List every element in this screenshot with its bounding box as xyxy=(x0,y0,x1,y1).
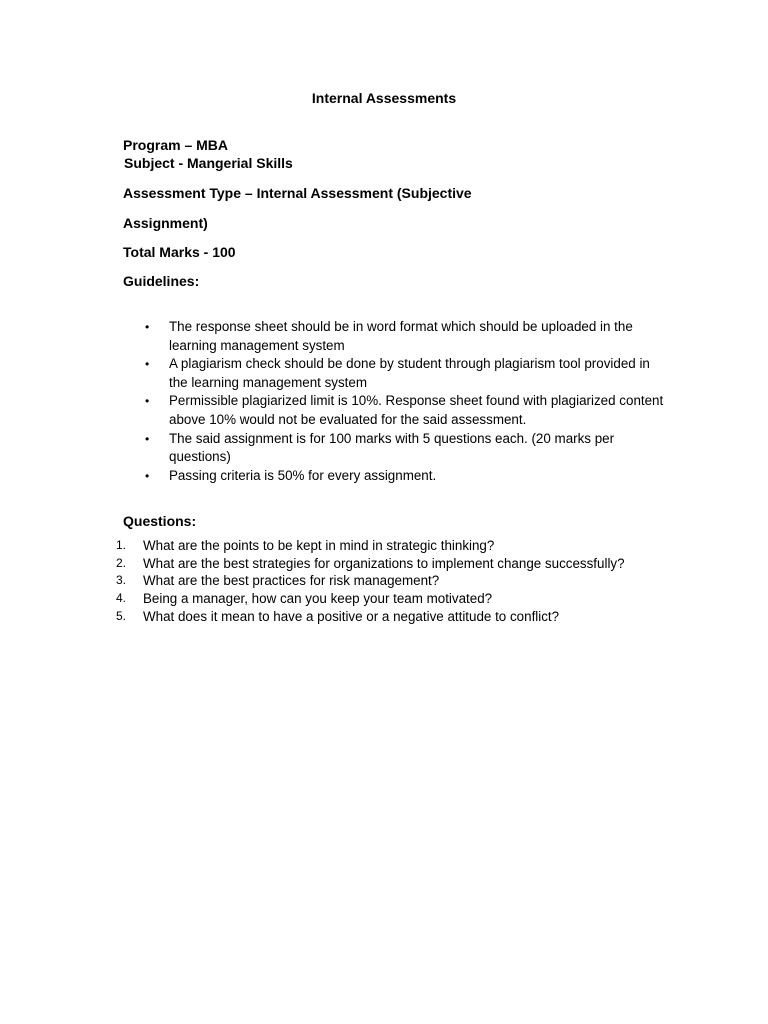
question-item xyxy=(110,608,630,626)
question-text: What are the best strategies for organizations to implement change successfully? xyxy=(143,555,625,571)
guideline-text: The said assignment is for 100 marks with 5 questions each. (20 marks per questions) xyxy=(169,430,615,465)
question-number: 5. xyxy=(116,608,127,623)
guideline-text: A plagiarism check should be done by student through plagiarism tool provided in the learning management system xyxy=(169,356,650,390)
question-text: What does it mean to have a positive or a negative attitude to conflict? xyxy=(143,608,560,624)
guideline-item xyxy=(145,392,665,429)
bullet-icon: • xyxy=(145,431,150,446)
guideline-text: Permissible plagiarized limit is 10%. Response sheet found with plagiarized content above 10% would not be evaluated for the said assessment. xyxy=(169,393,664,427)
assessment-type-line: Assessment Type – Internal Assessment (Subjective xyxy=(123,185,472,201)
guideline-item xyxy=(145,467,665,486)
guideline-item xyxy=(145,355,665,392)
question-number: 4. xyxy=(116,591,127,606)
program-line: Program – MBA xyxy=(123,137,229,153)
guideline-text: The response sheet should be in word format which should be uploaded in the learning management system xyxy=(169,319,633,353)
subject-line: Subject - Mangerial Skills xyxy=(124,155,293,171)
question-item xyxy=(110,590,630,608)
question-text: What are the best practices for risk management? xyxy=(143,573,440,589)
questions-list xyxy=(110,537,630,626)
bullet-icon: • xyxy=(145,394,150,409)
guideline-item xyxy=(145,318,665,355)
guidelines-list xyxy=(145,318,665,485)
total-marks-line: Total Marks - 100 xyxy=(123,244,236,260)
question-item xyxy=(110,537,630,555)
bullet-icon: • xyxy=(145,357,150,372)
question-item xyxy=(110,555,630,573)
guideline-item xyxy=(145,430,665,467)
document-title: Internal Assessments xyxy=(311,90,457,106)
guideline-text: Passing criteria is 50% for every assignment. xyxy=(169,467,437,483)
question-text: Being a manager, how can you keep your team motivated? xyxy=(143,591,493,607)
question-text: What are the points to be kept in mind in strategic thinking? xyxy=(143,538,495,553)
question-item xyxy=(110,572,630,590)
question-number: 3. xyxy=(116,573,127,588)
bullet-icon: • xyxy=(145,468,150,483)
bullet-icon: • xyxy=(145,320,150,334)
questions-heading: Questions: xyxy=(123,513,197,529)
guidelines-heading: Guidelines: xyxy=(123,273,200,289)
assessment-type-continuation: Assignment) xyxy=(123,215,208,231)
question-number: 1. xyxy=(116,538,127,552)
question-number: 2. xyxy=(116,555,127,570)
